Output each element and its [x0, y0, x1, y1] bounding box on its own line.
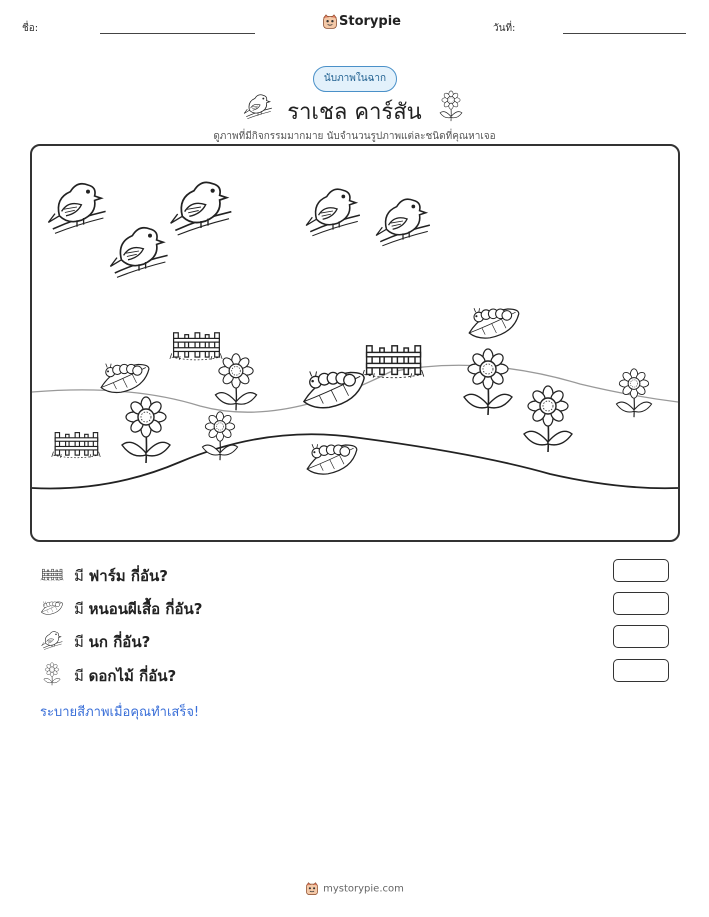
caterpillar-leaf-icon	[469, 308, 519, 338]
caterpillar-leaf-icon	[101, 364, 149, 393]
fence-icon	[362, 346, 424, 378]
bird-icon	[48, 184, 105, 234]
flower-icon	[524, 386, 572, 452]
caterpillar-leaf-icon	[307, 444, 357, 474]
coloring-note: ระบายสีภาพเมื่อคุณทำเสร็จ!	[40, 705, 200, 720]
question-text: มี นก กี่อัน?	[74, 633, 151, 651]
question-text: มี หนอนผีเสื้อ กี่อัน?	[74, 600, 203, 618]
scene-illustration	[30, 144, 680, 542]
flower-icon	[202, 412, 237, 460]
storypie-logo-icon	[305, 882, 319, 896]
answer-box[interactable]	[613, 659, 669, 682]
storypie-logo-icon	[322, 14, 338, 30]
instructions: ดูภาพที่มีกิจกรรมมากมาย นับจำนวนรูปภาพแต่ละชนิดที่คุณหาเจอ	[213, 131, 496, 142]
question-row-bird	[40, 628, 680, 654]
fence-icon	[40, 562, 64, 586]
bird-icon	[40, 628, 64, 652]
date-label: วันที่:	[493, 23, 516, 34]
date-line[interactable]	[563, 33, 686, 34]
name-label: ชื่อ:	[22, 23, 39, 34]
bird-icon	[306, 189, 360, 236]
brand-logo	[322, 13, 412, 33]
footer	[0, 882, 709, 896]
flower-icon	[215, 354, 256, 411]
fence-icon	[52, 433, 101, 458]
answer-box[interactable]	[613, 592, 669, 615]
page-title: ราเชล คาร์สัน	[287, 100, 422, 125]
question-text: มี ดอกไม้ กี่อัน?	[74, 667, 177, 685]
bird-icon	[110, 228, 167, 278]
answer-box[interactable]	[613, 625, 669, 648]
answer-box[interactable]	[613, 559, 669, 582]
brand-name: Storypie	[339, 14, 401, 29]
question-row-flower	[40, 662, 680, 688]
flower-icon	[464, 349, 512, 415]
caterpillar-leaf-icon	[304, 371, 364, 407]
name-line[interactable]	[100, 33, 255, 34]
question-text: มี ฟาร์ม กี่อัน?	[74, 567, 168, 585]
question-row-caterpillar	[40, 595, 680, 621]
flower-icon	[122, 397, 170, 463]
title-flower-icon	[437, 90, 465, 122]
bird-icon	[376, 199, 430, 246]
activity-badge: นับภาพในฉาก	[313, 66, 397, 92]
fence-icon	[170, 333, 222, 360]
bird-icon	[171, 182, 232, 235]
question-row-fence	[40, 562, 680, 588]
caterpillar-leaf-icon	[40, 595, 64, 619]
flower-icon	[40, 662, 64, 686]
footer-url[interactable]: mystorypie.com	[323, 883, 404, 895]
